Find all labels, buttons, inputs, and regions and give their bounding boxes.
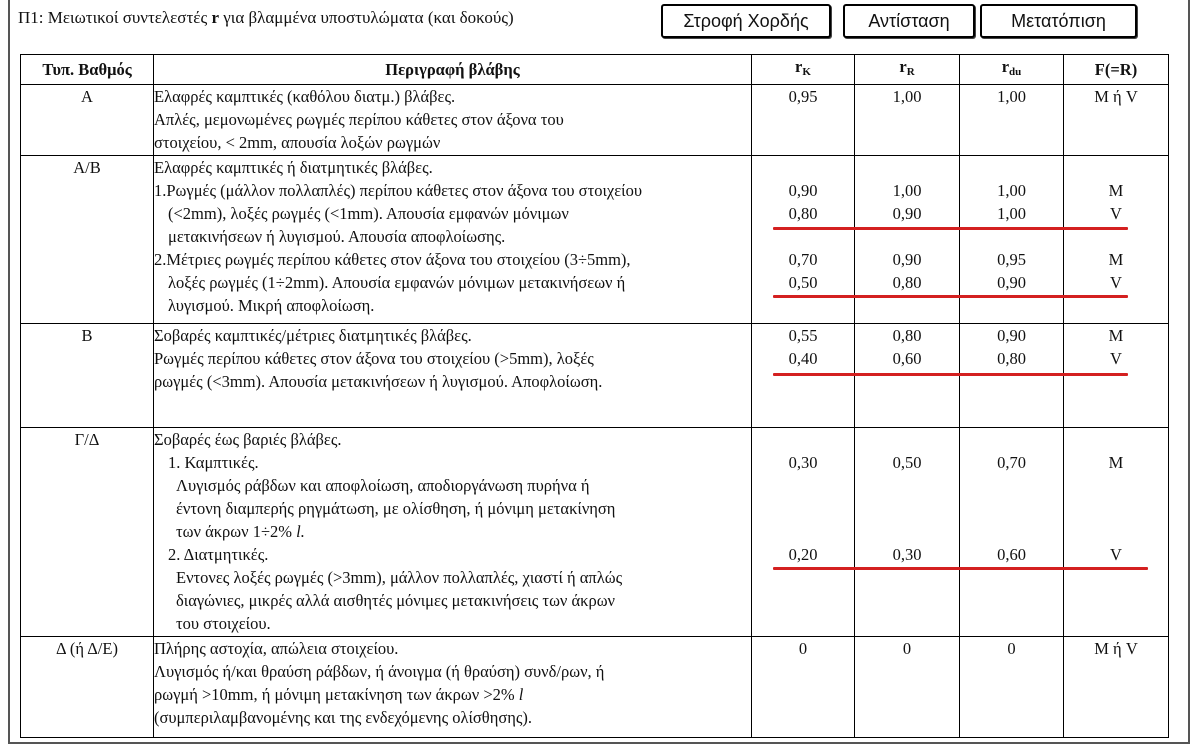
desc-line: Σοβαρές έως βαριές βλάβες. (154, 430, 342, 449)
desc-line: (συμπεριλαμβανομένης και της ενδεχόμενης ολίσθησης). (154, 708, 533, 727)
desc-line: 2. Διατμητικές. (168, 545, 269, 564)
rk-value: 0,30 (788, 453, 818, 472)
desc-line: του στοιχείου. (176, 614, 271, 633)
rdu-value: 0,90 (997, 326, 1026, 345)
rdu-value: 1,00 (997, 87, 1026, 106)
table-row (21, 85, 1169, 156)
desc-line: Πλήρης αστοχία, απώλεια στοιχείου. (154, 639, 399, 658)
f-cell (1064, 428, 1169, 637)
chord-rotation-button[interactable]: Στροφή Χορδής (661, 4, 831, 38)
red-underline (773, 295, 1128, 298)
rdu-value: 1,00 (997, 204, 1026, 223)
f-value: V (1110, 204, 1122, 223)
f-cell (1064, 85, 1169, 156)
desc-line: Ελαφρές καμπτικές (καθόλου διατμ.) βλάβες. (154, 87, 456, 106)
desc-line: Λυγισμός ράβδων και αποφλοίωση, αποδιοργάνωση πυρήνα ή (176, 476, 590, 495)
header-grade: Τυπ. Βαθμός (21, 55, 154, 85)
l-symbol: l (518, 685, 524, 704)
description-cell (154, 428, 752, 637)
f-cell (1064, 637, 1169, 738)
reduction-factors-table (20, 54, 1169, 738)
header-description: Περιγραφή βλάβης (154, 55, 752, 85)
f-value: V (1110, 349, 1122, 368)
rr-value: 0,80 (892, 326, 922, 345)
rr-value: 1,00 (892, 87, 922, 106)
l-symbol: l. (296, 522, 305, 541)
rk-cell (752, 428, 855, 637)
table-row (21, 428, 1169, 637)
header-f: F(=R) (1064, 55, 1169, 85)
rdu-value: 0,70 (997, 453, 1026, 472)
rdu-cell (960, 428, 1064, 637)
rr-value: 0,90 (892, 250, 922, 269)
f-value: Μ ή V (1094, 639, 1138, 658)
grade-cell: Γ/Δ (21, 428, 154, 637)
desc-line: Ρωγμές περίπου κάθετες στον άξονα του στοιχείου (>5mm), λοξές (154, 349, 594, 368)
rdu-value: 0,80 (997, 349, 1026, 368)
rk-cell (752, 85, 855, 156)
desc-line: Ελαφρές καμπτικές ή διατμητικές βλάβες. (154, 158, 433, 177)
red-underline (773, 373, 1128, 376)
rr-value: 0,80 (892, 273, 922, 292)
desc-line: 1. Καμπτικές. (168, 453, 259, 472)
f-value: V (1110, 273, 1122, 292)
rk-value: 0,90 (788, 181, 818, 200)
f-value: M (1108, 326, 1124, 345)
displacement-button[interactable]: Μετατόπιση (980, 4, 1137, 38)
rk-value: 0,20 (788, 545, 818, 564)
f-value: M (1108, 181, 1124, 200)
table-header-row (21, 55, 1169, 85)
rk-value: 0,40 (788, 349, 818, 368)
f-value: Μ ή V (1094, 87, 1138, 106)
desc-line: 1.Ρωγμές (μάλλον πολλαπλές) περίπου κάθετες στον άξονα του στοιχείου (154, 181, 642, 200)
grade-cell: Β (21, 324, 154, 428)
desc-line: Εντονες λοξές ρωγμές (>3mm), μάλλον πολλαπλές, χιαστί ή απλώς (176, 568, 623, 587)
rr-cell (855, 85, 960, 156)
rdu-value: 1,00 (997, 181, 1026, 200)
rdu-cell (960, 85, 1064, 156)
rr-value: 0,90 (892, 204, 922, 223)
desc-line: Λυγισμός ή/και θραύση ράβδων, ή άνοιγμα (ή θραύση) συνδ/ρων, ή (154, 662, 605, 681)
description-cell (154, 637, 752, 738)
header-rr: $r_R$ (855, 55, 960, 85)
desc-line: 2.Μέτριες ρωγμές περίπου κάθετες στον άξονα του στοιχείου (3÷5mm), (154, 250, 631, 269)
rk-value: 0,80 (788, 204, 818, 223)
desc-line: διαγώνιες, μικρές αλλά αισθητές μόνιμες μετακινήσεις των άκρων (176, 591, 616, 610)
table-row (21, 156, 1169, 324)
description-cell (154, 85, 752, 156)
rk-value: 0,55 (788, 326, 818, 345)
desc-line: Απλές, μεμονωμένες ρωγμές περίπου κάθετες στον άξονα του (154, 110, 564, 129)
rr-value: 0,30 (892, 545, 922, 564)
rk-cell (752, 637, 855, 738)
grade-cell: Α (21, 85, 154, 156)
rr-cell (855, 428, 960, 637)
rk-value: 0,70 (788, 250, 818, 269)
desc-line: έντονη διαμπερής ρηγμάτωση, με ολίσθηση, ή μόνιμη μετακίνηση (176, 499, 616, 518)
rdu-cell (960, 156, 1064, 324)
desc-line: μετακινήσεων ή λυγισμού. Απουσία αποφλοίωσης. (168, 227, 506, 246)
f-value: M (1108, 250, 1124, 269)
header-rk: $r_K$ (752, 55, 855, 85)
header-rdu: $r_{du}$ (960, 55, 1064, 85)
rr-value: 0,60 (892, 349, 922, 368)
desc-line: λυγισμού. Μικρή αποφλοίωση. (168, 296, 375, 315)
rr-cell (855, 637, 960, 738)
rk-value: 0 (798, 639, 808, 658)
desc-line: λοξές ρωγμές (1÷2mm). Απουσία εμφανών μόνιμων μετακινήσεων ή (168, 273, 626, 292)
rdu-value: 0 (1007, 639, 1016, 658)
rk-value: 0,95 (788, 87, 818, 106)
rk-cell (752, 156, 855, 324)
f-cell (1064, 156, 1169, 324)
desc-line: ρωγμή >10mm, ή μόνιμη μετακίνηση των άκρων >2% l (154, 685, 524, 704)
rdu-value: 0,90 (997, 273, 1026, 292)
rr-value: 0 (902, 639, 912, 658)
red-underline (773, 227, 1128, 230)
rdu-value: 0,95 (997, 250, 1026, 269)
rdu-cell (960, 637, 1064, 738)
rr-cell (855, 156, 960, 324)
rk-value: 0,50 (788, 273, 818, 292)
grade-cell: Α/Β (21, 156, 154, 324)
resistance-button[interactable]: Αντίσταση (843, 4, 975, 38)
desc-line: ρωγμές (<3mm). Απουσία μετακινήσεων ή λυγισμού. Αποφλοίωση. (154, 372, 603, 391)
description-cell (154, 324, 752, 428)
page-title: Π1: Μειωτικοί συντελεστές r για βλαμμένα υποστυλώματα (και δοκούς) (18, 8, 514, 27)
desc-line: (<2mm), λοξές ρωγμές (<1mm). Απουσία εμφανών μόνιμων (168, 204, 569, 223)
table-row (21, 637, 1169, 738)
grade-cell: Δ (ή Δ/Ε) (21, 637, 154, 738)
description-cell (154, 156, 752, 324)
desc-line: στοιχείου, < 2mm, απουσία λοξών ρωγμών (154, 133, 441, 152)
f-value: M (1108, 453, 1124, 472)
rdu-value: 0,60 (997, 545, 1026, 564)
red-underline (773, 567, 1148, 570)
desc-line: Σοβαρές καμπτικές/μέτριες διατμητικές βλάβες. (154, 326, 472, 345)
desc-line: των άκρων 1÷2% l. (176, 522, 305, 541)
rr-value: 1,00 (892, 181, 922, 200)
rr-value: 0,50 (892, 453, 922, 472)
f-value: V (1110, 545, 1122, 564)
